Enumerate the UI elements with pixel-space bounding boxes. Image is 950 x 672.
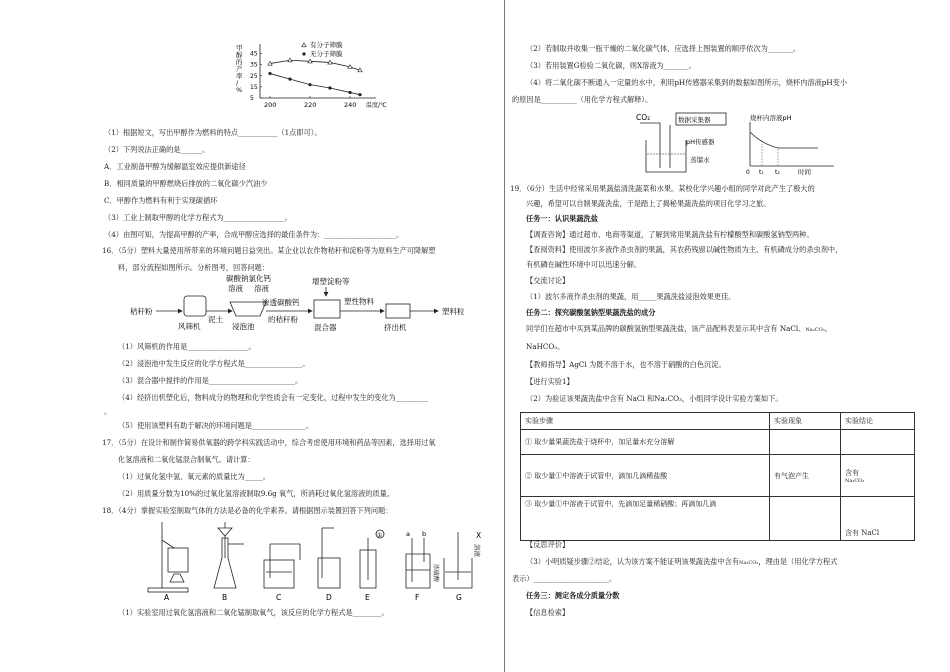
y-tick-label: 5: [250, 95, 254, 102]
apparatus-label-b: B: [222, 593, 228, 602]
flow-top2-line2: 溶液: [228, 284, 243, 293]
apparatus-g: [444, 532, 472, 588]
table-cell-conclusion: [841, 455, 915, 497]
y-axis-label-char: 率: [236, 72, 243, 80]
column-divider: [504, 0, 505, 672]
ph-sensor-setup: [630, 110, 740, 176]
flow-m2-label: 浸泡池: [232, 322, 255, 331]
q15-option-b: B．相同质量的甲醇燃烧后排放的二氧化碳少汽油少: [104, 179, 268, 188]
plastic-flow-diagram: [104, 274, 496, 340]
q2-text-b: ，小组同学设计实验方案如下。: [681, 394, 783, 403]
ph-xlabel: 时间: [798, 168, 811, 176]
q16-line-5: （5）使用该塑料有助于解决的环境问题是_______________。: [118, 421, 314, 430]
q17-intro-2: 化氢溶液和二氧化锰混合制氧气。请计算：: [118, 455, 255, 464]
q15-option-c: C．甲醇作为燃料有利于实现碳循环: [104, 196, 218, 205]
ph-time-chart: [738, 110, 848, 176]
q17-line-1: （1）过氧化氢中氢、氧元素的质量比为_____。: [118, 472, 270, 481]
q18-line-4: （4）将二氧化碳不断通入一定量的水中，利用pH传感器采集到的数据如图所示，烧杯内溶液pH变小: [526, 78, 848, 87]
flow-mid-line1: 渗透碳酸钙: [262, 298, 300, 307]
co2-label: CO₂: [636, 113, 651, 122]
apparatus-label-f: F: [415, 593, 420, 602]
survey-line-1: 【调查咨询】通过超市、电商等渠道，了解到常用果蔬洗盐有柠檬酸型和碳酸氢钠型两种。: [526, 230, 814, 239]
q18-line-2: （2）若制取并收集一瓶干燥的二氧化碳气体，应选择上图装置的顺序依次为_______。: [526, 44, 801, 53]
q19-intro-2: 兴趣，希望可以自制果蔬洗盐，于是踏上了揭秘果蔬洗盐的项目化学习之旅。: [526, 199, 771, 208]
flow-top3-label: 增塑淀粉等: [312, 277, 350, 286]
ph-t2: t₂: [775, 169, 780, 176]
mixer: [314, 300, 340, 318]
task2-line-1-sep: 、: [824, 324, 832, 333]
table-header-cell: 实验现象: [770, 413, 841, 430]
water-label: 蒸馏水: [690, 156, 710, 164]
apparatus-label-c: C: [276, 593, 282, 602]
y-axis-label-char: /: [236, 79, 239, 87]
table-header-cell: 实验结论: [841, 413, 915, 430]
apparatus-conc-label: 浓硫酸: [432, 564, 439, 583]
q16-line-3: （3）混合器中搅拌的作用是________________________。: [118, 376, 303, 385]
apparatus-a: [148, 522, 188, 592]
q15-line-1: （1）根据短文，写出甲醇作为燃料的特点___________（1点即可）。: [104, 128, 322, 137]
q18-line-5: 的原因是__________（用化学方程式解释）。: [512, 95, 653, 104]
flow-top2-line3: 溶液: [254, 284, 269, 293]
task2-formula-1: Na₂CO₃: [805, 327, 825, 333]
dot-point: [308, 83, 311, 86]
y-axis-label-char: 甲: [236, 44, 243, 52]
extruder: [386, 304, 410, 318]
apparatus-d: [318, 528, 340, 588]
survey-line-3: 有机磷在碱性环境中可以迅速分解。: [526, 260, 642, 269]
dot-point: [348, 91, 351, 94]
flow-mid2-label: 塑性物料: [344, 297, 374, 306]
q3-line-2: 表示）_____________________。: [512, 574, 617, 583]
ph-curve: [750, 132, 818, 148]
q3-line-1: [512, 557, 837, 568]
experiment1-heading: 【进行实验1】: [526, 377, 574, 386]
task2-line-1-text: 同学们在超市中买到某品牌的碳酸氢钠型果蔬洗盐，该产品配料表显示其中含有 NaCl、: [526, 324, 806, 333]
q16-intro-2: 料，部分流程如图所示。分析图考，回答问题：: [118, 263, 269, 272]
table-cell: [841, 430, 915, 455]
ph-t1: t₁: [759, 169, 764, 176]
dot-point: [268, 72, 271, 75]
q2-formula: Na₂CO₃: [654, 394, 682, 403]
apparatus-label-d: D: [326, 593, 332, 602]
x-tick-label: 240: [344, 101, 357, 109]
q17-intro-1: 17．（5分）在设计和制作简易供氧器的跨学科实践活动中，综合考虑使用环境和药品等因素，选择用过氧: [102, 438, 436, 447]
q15-option-a: A．工业制备甲醇为缓解温室效应提供新途径: [104, 162, 246, 171]
methanol-yield-chart: [232, 42, 392, 124]
apparatus-x-label: X: [476, 531, 482, 540]
q2-text-a: （2）为验证该果蔬洗盐中含有 NaCl 和: [526, 394, 655, 403]
apparatus-b-mark: b: [422, 530, 427, 538]
conclusion-text: 含有: [845, 468, 859, 477]
task3-heading: 任务三：测定各成分质量分数: [526, 591, 620, 600]
x-axis-label: 温度/℃: [366, 102, 387, 109]
q3-text-b: ，理由是（用化学方程式: [758, 557, 838, 566]
apparatus-b: [214, 522, 244, 588]
task2-line-1: [512, 324, 832, 335]
y-tick-label: 45: [250, 50, 258, 58]
apparatus-f: [406, 538, 430, 588]
series-line-1: [270, 60, 360, 70]
y-axis-label-char: 产: [236, 65, 243, 73]
y-axis-label-char: 醇: [236, 51, 243, 59]
y-tick-label: 25: [250, 72, 258, 80]
apparatus-c: [264, 544, 300, 588]
table-row: [521, 455, 915, 497]
q15-line-3: （3）工业上制取甲醇的化学方程式为_________________。: [104, 213, 292, 222]
task2-heading: 任务二：探究碳酸氢钠型果蔬洗盐的成分: [526, 308, 656, 317]
legend-marker: [302, 52, 305, 55]
apparatus-label-e: E: [365, 593, 370, 602]
table-cell: ③ 取少量①中溶液于试管中，先滴加足量稀硝酸；再滴加几滴: [521, 497, 770, 541]
soaking-tank: [230, 302, 266, 316]
beaker: [646, 140, 686, 172]
flow-soil-label: 泥土: [208, 315, 223, 324]
task2-line-2-end: 。: [557, 342, 565, 351]
ph-x0: 0: [746, 169, 750, 176]
flow-m4-label: 挤出机: [384, 323, 407, 332]
table-header-cell: 实验步骤: [521, 413, 770, 430]
q17-line-2: （2）用质量分数为10%的过氧化氢溶液制取9.6g 氧气，所消耗过氧化氢溶液的质量。: [118, 489, 395, 498]
y-tick-label: 15: [250, 83, 258, 91]
x-tick-label: 220: [304, 101, 317, 109]
table-cell: 有气泡产生: [770, 455, 841, 497]
apparatus-label-a: A: [164, 593, 170, 602]
table-cell: [770, 430, 841, 455]
collector-label: 数据采集器: [678, 116, 711, 124]
table-header-row: [521, 413, 915, 430]
task2-line-2: [512, 342, 564, 352]
flow-m3-label: 混合器: [314, 323, 337, 332]
flow-out-label: 塑料粒: [442, 307, 465, 316]
survey-line-4: 【交流讨论】: [526, 276, 570, 285]
task1-heading: 任务一：认识果蔬洗盐: [526, 214, 598, 223]
apparatus-label-g: G: [456, 593, 462, 602]
dot-point: [328, 86, 331, 89]
flow-m1-label: 风筛机: [178, 322, 201, 331]
legend-label: 有分子筛膜: [310, 41, 343, 49]
table-cell: 含有 NaCl: [841, 497, 915, 541]
lab-apparatus-figure: [104, 518, 496, 602]
q19-intro-1: 19．（6分）生活中经常采用果蔬盐清洗蔬菜和水果。某校化学兴趣小组的同学对此产生了极大的: [510, 184, 815, 193]
y-tick-label: 35: [250, 61, 258, 69]
q16-line-2: （2）浸泡池中发生反应的化学方程式是________________。: [118, 359, 310, 368]
reflect-heading: 【反思评价】: [526, 540, 570, 549]
q15-line-4: （4）由图可知，为提高甲醇的产率，合成甲醇应选择的最佳条件为：____________________。: [104, 230, 404, 239]
legend-marker: [302, 43, 306, 47]
teacher-guidance: 【教师指导】AgCl 为既不溶于水，也不溶于硝酸的白色沉淀。: [526, 360, 726, 369]
ph-chart-title: 烧杯内溶液pH: [750, 114, 792, 122]
q18-intro: 18．（4分）掌握实验室制取气体的方法是必备的化学素养。请根据图示装置回答下列问题：: [102, 506, 393, 515]
q16-intro-1: 16．（5分）塑料大量使用所带来的环境问题日益突出。某企业以农作物秸秆和淀粉等为原料生产可降解塑: [102, 246, 436, 255]
x-tick-label: 200: [264, 101, 277, 109]
dot-point: [288, 78, 291, 81]
q2-line: [512, 394, 783, 404]
y-axis-label-char: %: [236, 86, 243, 94]
apparatus-one-mark: ①: [377, 532, 383, 539]
dot-point: [358, 93, 361, 96]
table-row: [521, 497, 915, 541]
table-cell: [770, 497, 841, 541]
left-column: [104, 0, 496, 672]
table-row: [521, 430, 915, 455]
air-sieve-machine: [184, 296, 206, 316]
survey-line-5: （1）波尔多液作杀虫剂的果蔬，用_____果蔬洗盐浸泡效果更佳。: [526, 292, 736, 301]
flow-top2-line1: 碳酸钠氯化钙: [226, 274, 271, 283]
table-cell: ② 取少量①中溶液于试管中，滴加几滴稀盐酸: [521, 455, 770, 497]
apparatus-x-solution: 溶液: [473, 544, 481, 557]
survey-line-2: 【查阅资料】使用波尔多液作杀虫剂的果蔬，其农药残留以碱性物质为主、有机磷成分的杀虫剂中，: [526, 245, 843, 254]
series-line-2: [270, 74, 360, 95]
flow-raw-label: 秸秆粉: [130, 307, 153, 316]
flow-mid-line2: 的秸秆粉: [268, 315, 298, 324]
sensor-label: pH传感器: [686, 138, 715, 146]
q16-line-4-end: 。: [104, 407, 112, 416]
q18-line-3: （3）若用装置G检验二氧化碳，则X溶液为_______。: [526, 61, 696, 70]
q15-line-2: （2）下列说法正确的是______。: [104, 145, 210, 154]
y-axis-label-char: 的: [236, 58, 243, 66]
conclusion-formula: Na₂CO₃: [845, 477, 865, 484]
q16-line-1: （1）风筛机的作用是_________________。: [118, 342, 256, 351]
legend-label: 无分子筛膜: [310, 50, 343, 58]
task2-formula-2: NaHCO₃: [526, 342, 558, 351]
q3-formula: Na₂CO₃: [739, 560, 759, 566]
q18-line-1: （1）实验室用过氧化氢溶液和二氧化锰制取氧气，该反应的化学方程式是________。: [118, 608, 389, 617]
table-cell: ① 取少量果蔬洗盐于烧杯中，加足量水充分溶解: [521, 430, 770, 455]
experiment-table: [520, 412, 915, 541]
q16-line-4: （4）经挤出机塑化后，物料成分的物理和化学性质会有一定变化，过程中发生的变化为_________: [118, 393, 429, 402]
info-heading: 【信息检索】: [526, 608, 570, 617]
right-column: [512, 0, 917, 672]
apparatus-a-mark: a: [406, 530, 410, 538]
q3-text-a: （3）小明质疑步骤②结论，认为该方案不能证明该果蔬洗盐中含有: [526, 557, 740, 566]
